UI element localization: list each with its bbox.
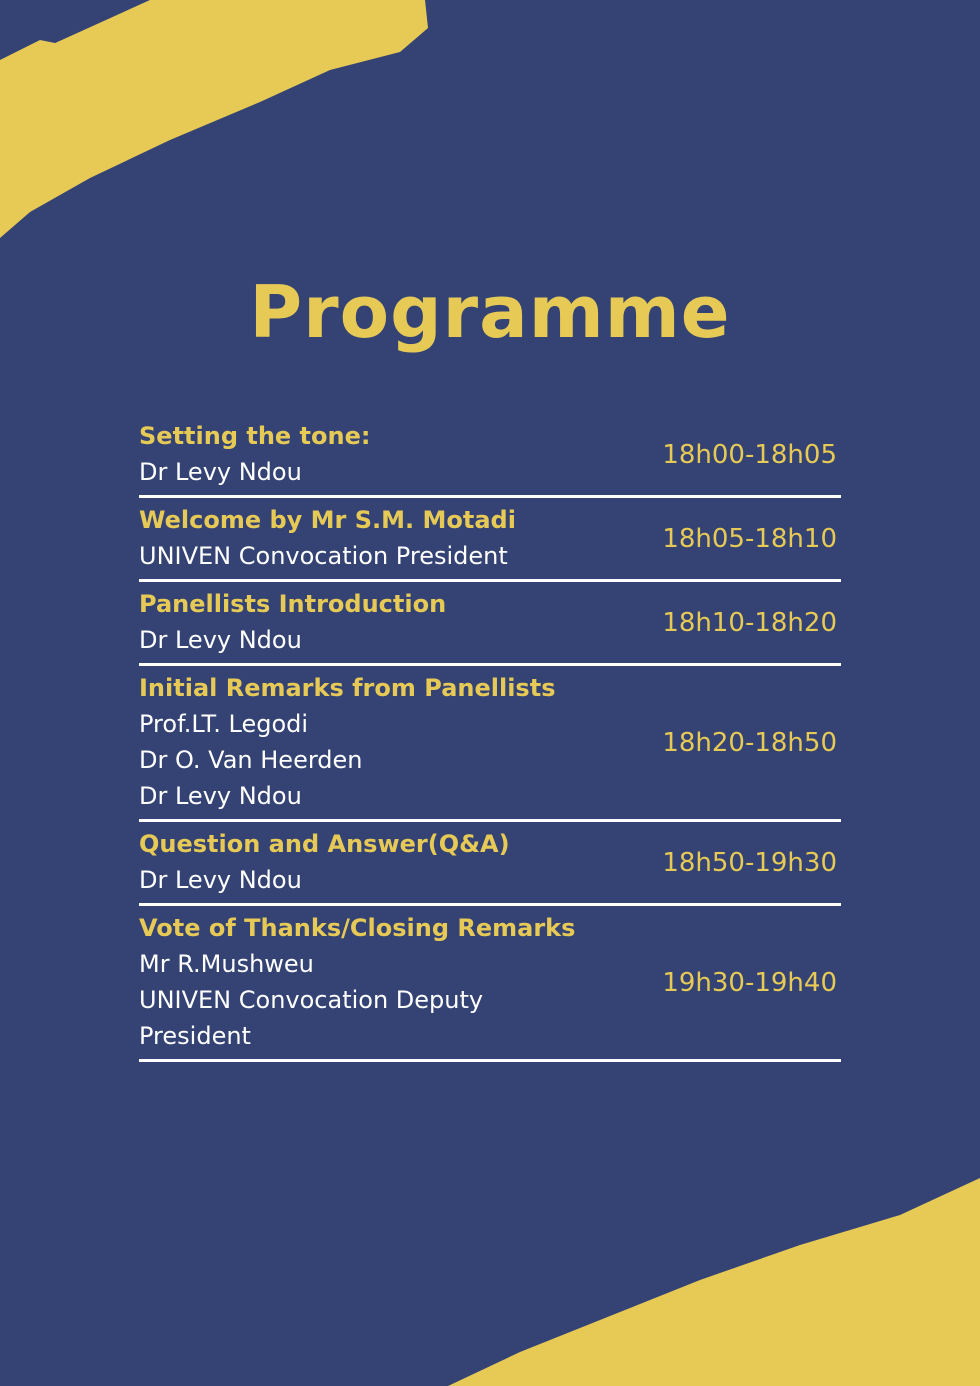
bottom-right-brush-stroke bbox=[448, 1178, 980, 1386]
programme-row bbox=[139, 666, 841, 822]
row-time: 18h10-18h20 bbox=[662, 607, 837, 638]
row-heading: Initial Remarks from Panellists bbox=[139, 674, 556, 702]
row-line: Dr Levy Ndou bbox=[139, 782, 302, 810]
row-line: Dr Levy Ndou bbox=[139, 458, 302, 486]
row-heading: Question and Answer(Q&A) bbox=[139, 830, 510, 858]
row-heading: Setting the tone: bbox=[139, 422, 371, 450]
row-line: Dr Levy Ndou bbox=[139, 866, 302, 894]
row-line: Mr R.Mushweu bbox=[139, 950, 314, 978]
row-line: Dr O. Van Heerden bbox=[139, 746, 363, 774]
row-time: 19h30-19h40 bbox=[662, 967, 837, 998]
programme-row bbox=[139, 822, 841, 906]
page-title: Programme bbox=[249, 270, 731, 354]
programme-row bbox=[139, 498, 841, 582]
row-line: UNIVEN Convocation Deputy bbox=[139, 986, 484, 1014]
row-line: UNIVEN Convocation President bbox=[139, 542, 508, 570]
row-heading: Panellists Introduction bbox=[139, 590, 447, 618]
row-line: Prof.LT. Legodi bbox=[139, 710, 309, 738]
row-heading: Vote of Thanks/Closing Remarks bbox=[139, 914, 576, 942]
row-time: 18h50-19h30 bbox=[662, 847, 837, 878]
row-time: 18h05-18h10 bbox=[662, 523, 837, 554]
row-time: 18h20-18h50 bbox=[662, 727, 837, 758]
programme-row bbox=[139, 906, 841, 1062]
row-line: Dr Levy Ndou bbox=[139, 626, 302, 654]
row-time: 18h00-18h05 bbox=[662, 439, 837, 470]
row-line: President bbox=[139, 1022, 251, 1050]
programme-row bbox=[139, 582, 841, 666]
programme-row bbox=[139, 414, 841, 498]
top-left-brush-stroke bbox=[0, 0, 428, 238]
row-heading: Welcome by Mr S.M. Motadi bbox=[139, 506, 516, 534]
programme-table bbox=[139, 414, 841, 1062]
